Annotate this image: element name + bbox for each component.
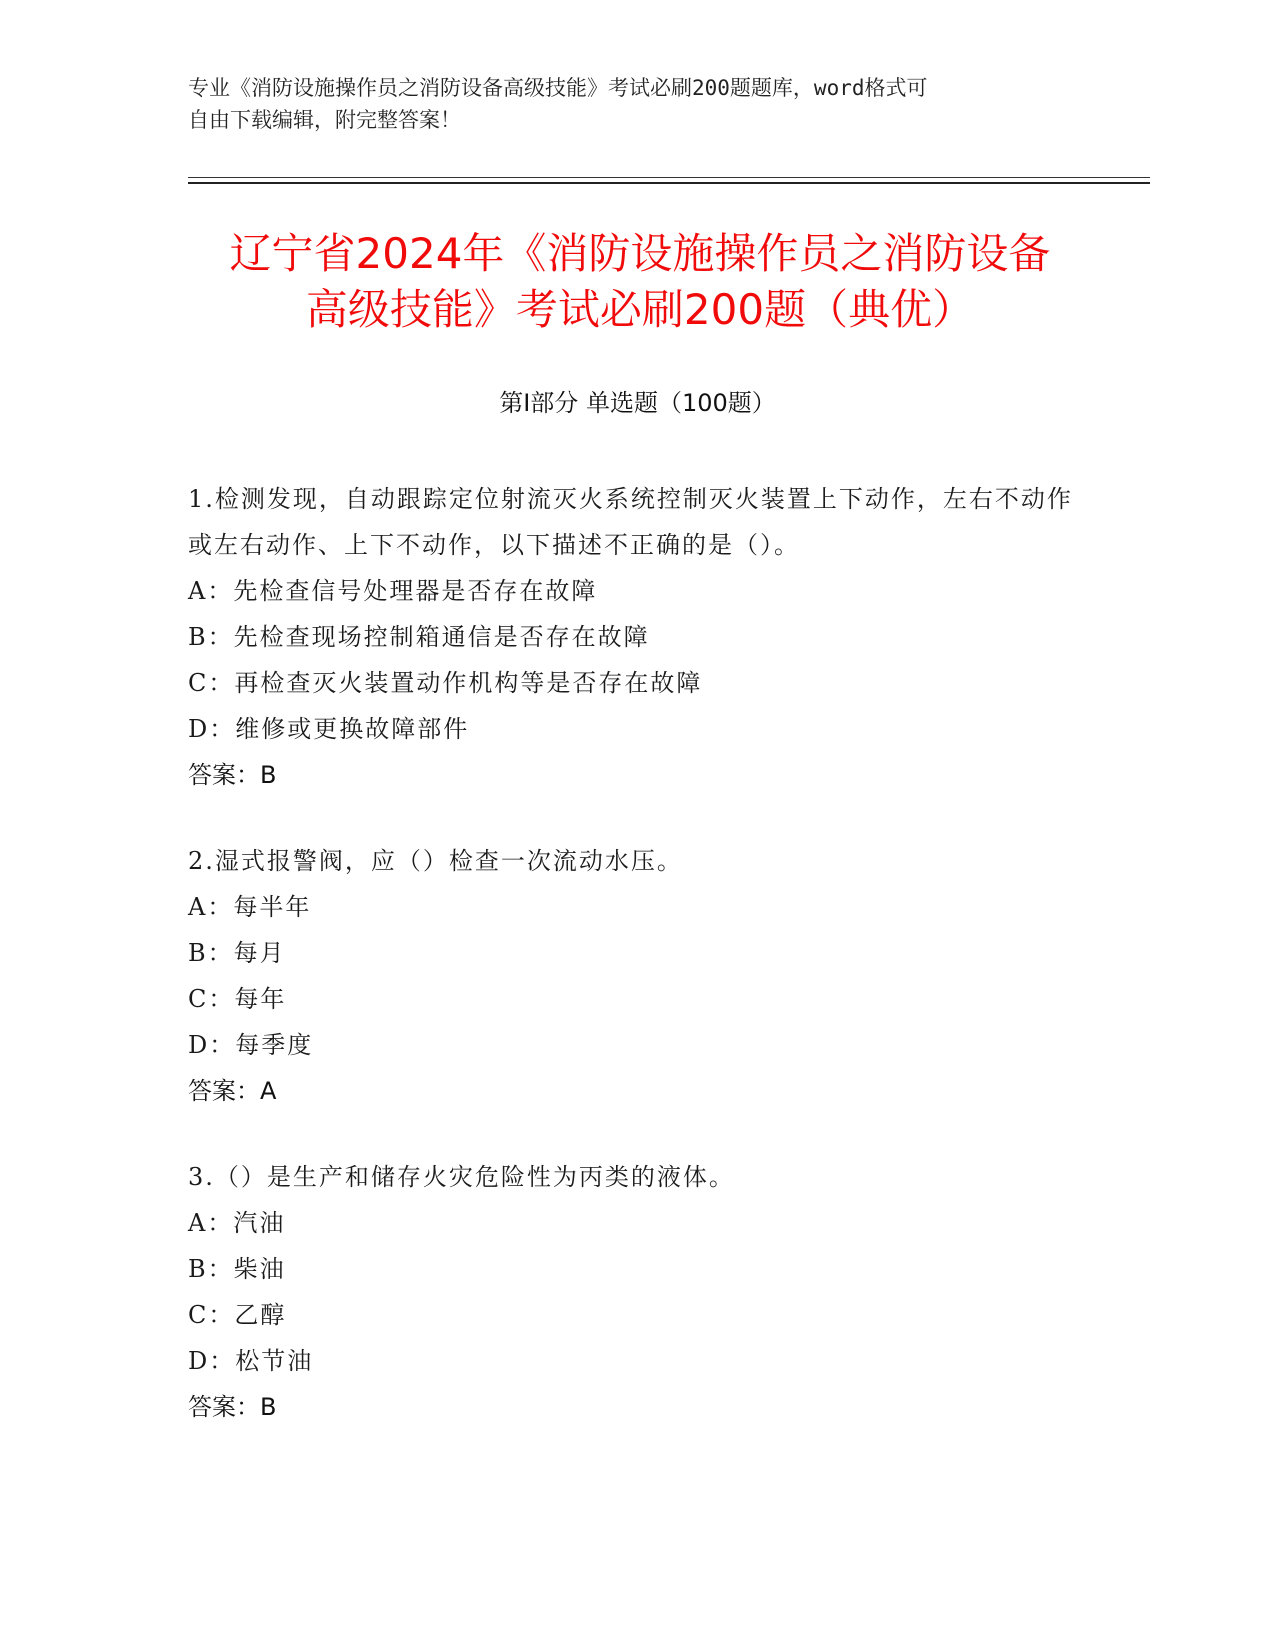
header-note-line-2: 自由下载编辑，附完整答案！ [188,108,461,132]
question-option: B：柴油 [188,1255,286,1283]
question-answer: 答案：B [188,761,277,789]
section-title: 第Ⅰ部分 单选题（100题） [499,389,776,417]
question-option: A：每半年 [188,893,312,921]
header-rule-thin [188,177,1150,178]
question-option: C：每年 [188,985,287,1013]
document-title-line-2: 高级技能》考试必刷200题（典优） [305,285,975,334]
question-option: D：松节油 [188,1347,314,1375]
header-note [188,72,1088,136]
question-option: D：每季度 [188,1031,314,1059]
question-option: D：维修或更换故障部件 [188,715,470,743]
question-option: B：先检查现场控制箱通信是否存在故障 [188,623,650,651]
question-option: A：汽油 [188,1209,286,1237]
question-item [188,476,1088,798]
header-note-line-1: 专业《消防设施操作员之消防设备高级技能》考试必刷200题题库，word格式可 [188,76,928,100]
question-stem: 1.检测发现，自动跟踪定位射流灭火系统控制灭火装置上下动作，左右不动作或左右动作、上下不动作，以下描述不正确的是（）。 [188,485,1073,559]
question-option: C：再检查灭火装置动作机构等是否存在故障 [188,669,703,697]
document-title-line-1: 辽宁省2024年《消防设施操作员之消防设备 [229,229,1051,278]
header-rule-thick [188,182,1150,184]
question-stem: 3.（）是生产和储存火灾危险性为丙类的液体。 [188,1163,735,1191]
question-item [188,1154,1088,1430]
question-answer: 答案：A [188,1077,277,1105]
question-list [188,476,1088,1470]
question-answer: 答案：B [188,1393,277,1421]
document-title [160,226,1120,338]
question-option: B：每月 [188,939,286,967]
question-option: A：先检查信号处理器是否存在故障 [188,577,598,605]
question-option: C：乙醇 [188,1301,287,1329]
question-item [188,838,1088,1114]
question-stem: 2.湿式报警阀，应（）检查一次流动水压。 [188,847,683,875]
